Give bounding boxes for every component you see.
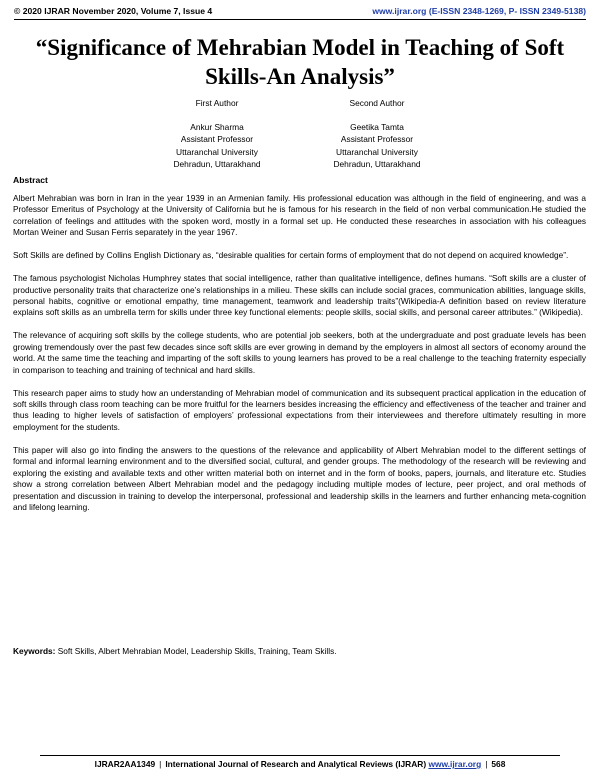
journal-name: International Journal of Research and Analytical Reviews (IJRAR) <box>165 759 427 769</box>
author-university: Uttaranchal University <box>176 146 258 157</box>
author-role: Second Author <box>349 98 405 108</box>
page-footer <box>40 755 560 770</box>
abstract-paragraph: The famous psychologist Nicholas Humphrey states that social intelligence, rather than qualitative intelligence, defines humans. “Soft skills are a cluster of productive personality traits that characterize one’s relationships in a milieu. These skills can include social graces, communication abilities, language skills, personal habits, cognitive or emotional empathy, time management, teamwork and leadership traits”(Wikipedia-A definition based on review literature explains soft skills as an umbrella term for skills under three key functional elements: people skills, social skills, and personal career attributes.” (Wikipedia). <box>13 273 586 318</box>
author-block-second <box>287 97 467 170</box>
author-name: Geetika Tamta <box>350 122 404 133</box>
abstract-paragraph: Soft Skills are defined by Collins English Dictionary as, “desirable qualities for certain forms of employment that do not depend on acquired knowledge”. <box>13 250 569 261</box>
author-position: Assistant Professor <box>180 134 254 145</box>
footer-separator: | <box>159 759 162 769</box>
journal-url-issn <box>372 6 586 16</box>
author-block-first <box>127 97 307 170</box>
header-url-link[interactable]: www.ijrar.org <box>372 6 427 16</box>
author-university: Uttaranchal University <box>336 146 418 157</box>
footer-url-link[interactable]: www.ijrar.org <box>428 759 482 769</box>
journal-issue-info: © 2020 IJRAR November 2020, Volume 7, Issue 4 <box>14 6 213 16</box>
keywords-line <box>13 646 586 657</box>
author-role: First Author <box>195 98 239 108</box>
title-line-1: “Significance of Mehrabian Model in Teaching of Soft <box>35 35 565 60</box>
page-number: 568 <box>491 759 506 769</box>
abstract-paragraph: The relevance of acquiring soft skills by the college students, who are potential job seekers, both at the undergraduate and post graduate levels has been growing tremendously over the past few decades since soft skills are ever growing in demand by the employers in almost all sectors of economy around the world. At the same time the teaching and imparting of the soft skills to young learners has proved to be a real challenge to the teaching fraternity especially in comparison to teaching and training of technical and hard skills. <box>13 330 586 375</box>
footer-separator: | <box>485 759 488 769</box>
abstract-heading: Abstract <box>13 175 48 185</box>
author-name: Ankur Sharma <box>190 122 244 133</box>
keywords-label: Keywords: <box>13 646 56 656</box>
header-issn: (E-ISSN 2348-1269, P- ISSN 2349-5138) <box>428 6 586 16</box>
abstract-paragraph: Albert Mehrabian was born in Iran in the year 1939 in an Armenian family. His professional education was although in the field of engineering, and was a Professor Emeritus of Psychology at the University of California but he is famous for his research in the field of non verbal communication.He studied the correlation of feelings and attitudes with the spoken word, mostly in a formal set up. He conducted these researches in association with his colleagues Mortan Weiner and Susan Ferris separately in the year 1967. <box>13 193 586 238</box>
abstract-body <box>13 193 586 525</box>
abstract-paragraph: This paper will also go into finding the answers to the questions of the relevance and applicability of Albert Mehrabian model to the different settings of formal and informal learning environment and to the diversified social, cultural, and gender groups. The methodology of the research will be reviewing and exploring the existing and available texts and other written material both on internet and in the form of books, papers, journals, and literature etc. Studies show a strong correlation between Albert Mehrabian model and the pedagogy including multiple modes of lecture, peer project, and oral methods of presentation and discussion in training to develop the interpersonal, professional and leadership skills in the learners and further enhancing meta-cognition and lifelong learning. <box>13 444 586 512</box>
title-line-2: Skills-An Analysis” <box>205 64 395 89</box>
keywords-text: Soft Skills, Albert Mehrabian Model, Leadership Skills, Training, Team Skills. <box>55 646 337 656</box>
author-location: Dehradun, Uttarakhand <box>333 158 421 169</box>
abstract-paragraph: This research paper aims to study how an understanding of Mehrabian model of communication and its subsequent practical application in the education of soft skills through class room teaching can be more fruitful for the learners besides increasing the efficiency and effectiveness of the teacher and trainer and thus leading to higher levels of satisfaction of employers’ professional expectations from their interviewees and therefore ultimately resulting in more employment for the students. <box>13 387 586 432</box>
author-position: Assistant Professor <box>340 134 414 145</box>
author-location: Dehradun, Uttarakhand <box>173 158 261 169</box>
page-header <box>14 3 586 20</box>
paper-id: IJRAR2AA1349 <box>94 759 156 769</box>
paper-title <box>20 33 580 91</box>
